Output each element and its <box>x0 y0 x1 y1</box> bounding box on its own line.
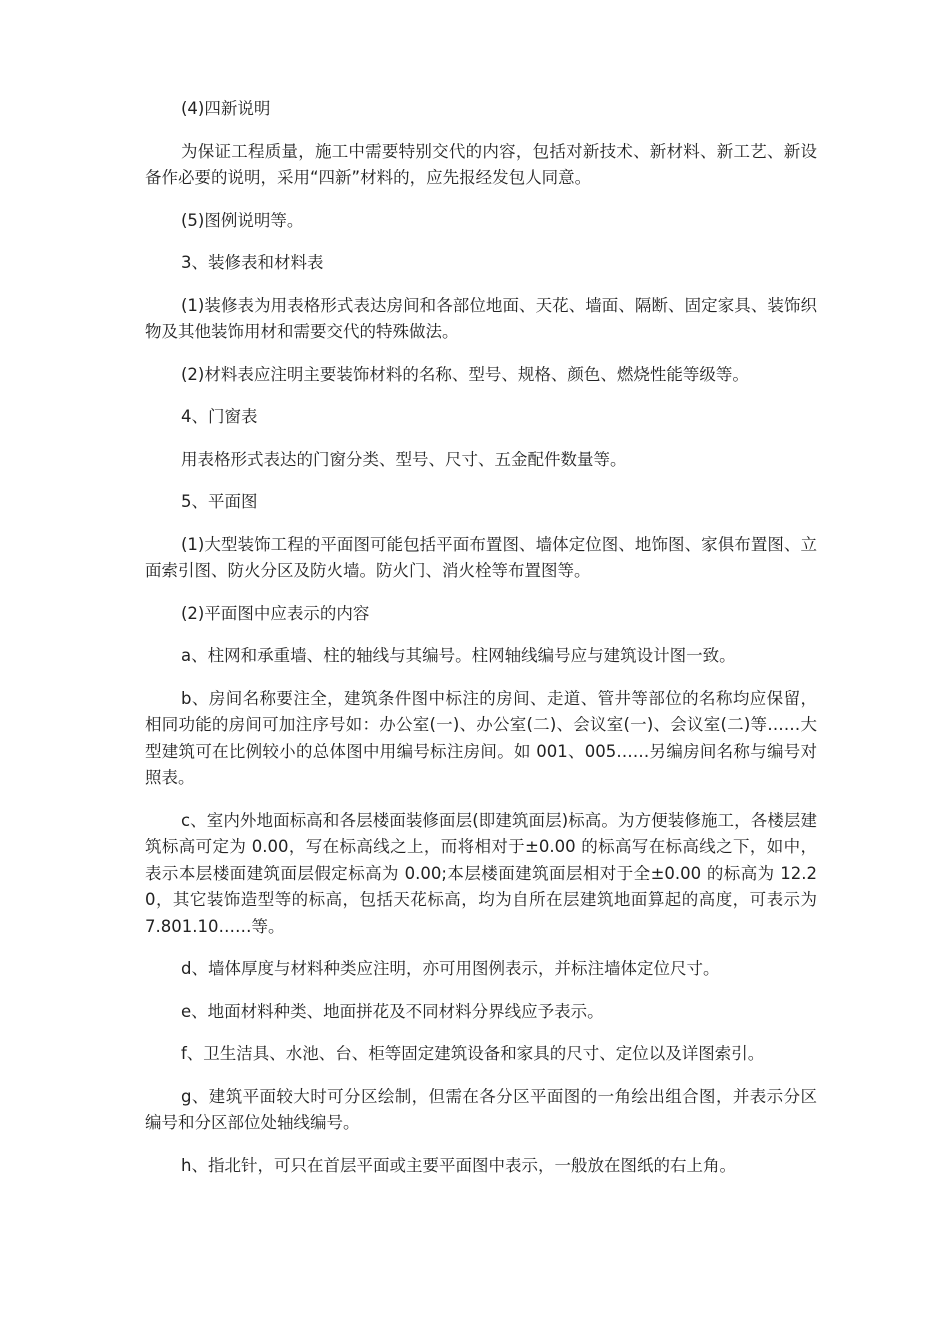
list-item-b: b、房间名称要注全，建筑条件图中标注的房间、走道、管井等部位的名称均应保留，相同功能的房间可加注序号如：办公室(一)、办公室(二)、会议室(一)、会议室(二)等……大型建筑可在比例较小的总体图中用编号标注房间。如 001、005……另编房间名称与编号对照表。 <box>145 688 817 787</box>
paragraph-legend: (5)图例说明等。 <box>181 210 304 230</box>
heading-finish-material-table: 3、装修表和材料表 <box>181 253 324 272</box>
paragraph-floor-plan-types: (1)大型装饰工程的平面图可能包括平面布置图、墙体定位图、地饰图、家俱布置图、立面索引图、防火分区及防火墙。防火门、消火栓等布置图等。 <box>145 534 817 580</box>
paragraph-four-new-desc: 为保证工程质量，施工中需要特别交代的内容，包括对新技术、新材料、新工艺、新设备作必要的说明，采用“四新”材料的，应先报经发包人同意。 <box>145 141 817 187</box>
list-item-c: c、室内外地面标高和各层楼面装修面层(即建筑面层)标高。为方便装修施工，各楼层建筑标高可定为 0.00，写在标高线之上，而将相对于±0.00 的标高写在标高线之下，如中，表示本层楼面建筑面层假定标高为 0.00;本层楼面建筑面层相对于全±0.00 的标高为 12.20，其它装饰造型等的标高，包括天花标高，均为自所在层建筑地面算起的高度，可表示为 7.801.10……等。 <box>145 810 817 936</box>
heading-four-new: (4)四新说明 <box>181 99 271 118</box>
paragraph-finish-table: (1)装修表为用表格形式表达房间和各部位地面、天花、墙面、隔断、固定家具、装饰织物及其他装饰用材和需要交代的特殊做法。 <box>145 295 817 341</box>
list-item-e: e、地面材料种类、地面拼花及不同材料分界线应予表示。 <box>181 1001 604 1021</box>
heading-door-window-table: 4、门窗表 <box>181 407 258 426</box>
paragraph-material-table: (2)材料表应注明主要装饰材料的名称、型号、规格、颜色、燃烧性能等级等。 <box>181 364 749 384</box>
paragraph-floor-plan-content: (2)平面图中应表示的内容 <box>181 603 370 623</box>
list-item-h: h、指北针，可只在首层平面或主要平面图中表示，一般放在图纸的右上角。 <box>181 1155 736 1175</box>
list-item-g: g、建筑平面较大时可分区绘制，但需在各分区平面图的一角绘出组合图，并表示分区编号和分区部位处轴线编号。 <box>145 1086 817 1132</box>
list-item-f: f、卫生洁具、水池、台、柜等固定建筑设备和家具的尺寸、定位以及详图索引。 <box>181 1044 765 1063</box>
list-item-a: a、柱网和承重墙、柱的轴线与其编号。柱网轴线编号应与建筑设计图一致。 <box>181 646 736 665</box>
document-body <box>145 96 817 1179</box>
list-item-d: d、墙体厚度与材料种类应注明，亦可用图例表示，并标注墙体定位尺寸。 <box>181 959 720 978</box>
paragraph-door-window: 用表格形式表达的门窗分类、型号、尺寸、五金配件数量等。 <box>181 449 627 469</box>
heading-floor-plan: 5、平面图 <box>181 492 258 511</box>
